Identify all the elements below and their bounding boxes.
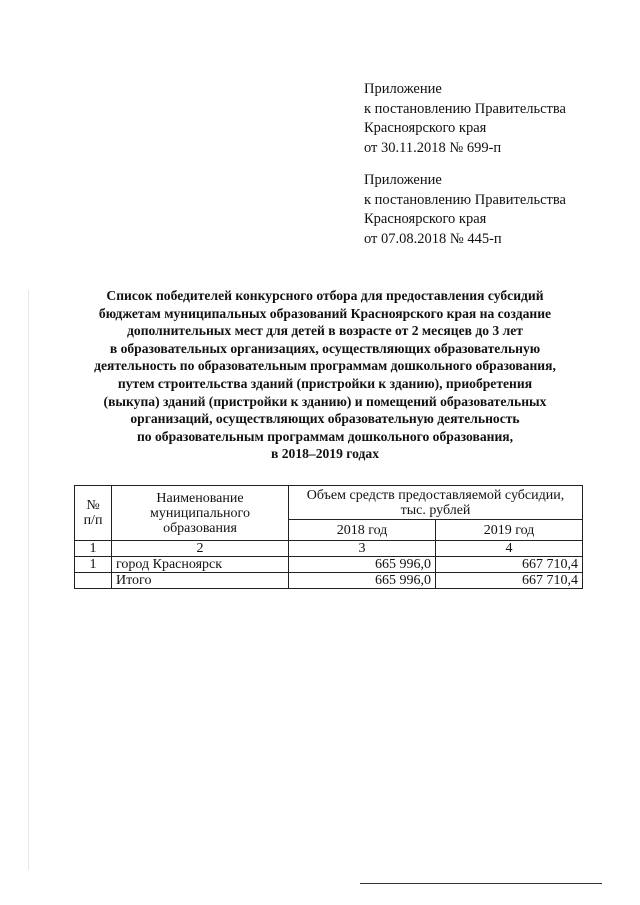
table-header-row xyxy=(75,486,583,520)
appendix-2-line-4: от 07.08.2018 № 445-п xyxy=(364,230,502,247)
row-number: 1 xyxy=(75,557,112,573)
header-name-line-2: муниципального xyxy=(150,505,250,521)
header-volume-line-2: тыс. рублей xyxy=(400,502,471,518)
subsidy-table xyxy=(74,485,583,589)
header-number xyxy=(75,486,112,541)
row-value-2019: 667 710,4 xyxy=(436,573,583,589)
column-index: 3 xyxy=(289,541,436,557)
row-number xyxy=(75,573,112,589)
title-line: по образовательным программам дошкольного образования, xyxy=(136,428,514,444)
title-line: Список победителей конкурсного отбора для предоставления субсидий xyxy=(106,288,544,303)
row-municipality: город Красноярск xyxy=(112,557,289,573)
appendix-1-line-4: от 30.11.2018 № 699-п xyxy=(364,139,502,156)
table-total-row xyxy=(75,573,583,589)
header-name-line-1: Наименование xyxy=(156,490,244,506)
row-value-2018: 665 996,0 xyxy=(289,573,436,589)
appendix-1-line-2: к постановлению Правительства xyxy=(364,100,566,117)
appendix-stamp-1 xyxy=(364,80,566,158)
page-edge-line xyxy=(28,290,29,870)
header-subsidy-volume xyxy=(289,486,583,520)
row-municipality: Итого xyxy=(112,573,289,589)
table-row xyxy=(75,557,583,573)
column-index: 2 xyxy=(112,541,289,557)
appendix-2-line-2: к постановлению Правительства xyxy=(364,191,566,208)
row-value-2018: 665 996,0 xyxy=(289,557,436,573)
bottom-divider xyxy=(360,883,602,884)
title-line: организаций, осуществляющих образовательную деятельность xyxy=(130,411,520,427)
title-line: деятельность по образовательным программам дошкольного образования, xyxy=(94,358,556,374)
title-line: путем строительства зданий (пристройки к зданию), приобретения xyxy=(117,375,533,391)
appendix-1-line-1: Приложение xyxy=(364,81,442,97)
appendix-2-line-3: Красноярского края xyxy=(364,211,487,227)
appendix-2-line-1: Приложение xyxy=(364,172,442,188)
header-number-line-2: п/п xyxy=(83,513,103,528)
table-column-index-row xyxy=(75,541,583,557)
column-index: 1 xyxy=(75,541,112,557)
document-title xyxy=(60,287,590,463)
title-line: бюджетам муниципальных образований Красноярского края на создание xyxy=(98,305,552,321)
appendix-1-line-3: Красноярского края xyxy=(364,120,487,136)
column-index: 4 xyxy=(436,541,583,557)
header-year-2018: 2018 год xyxy=(289,520,436,541)
title-line: (выкупа) зданий (пристройки к зданию) и помещений образовательных xyxy=(103,393,547,409)
header-year-2019: 2019 год xyxy=(436,520,583,541)
row-value-2019: 667 710,4 xyxy=(436,557,583,573)
appendix-stamp-2 xyxy=(364,171,566,249)
header-volume-line-1: Объем средств предоставляемой субсидии, xyxy=(306,487,565,503)
title-line: дополнительных мест для детей в возрасте от 2 месяцев до 3 лет xyxy=(127,323,523,339)
header-number-line-1: № xyxy=(86,498,100,513)
title-line: в 2018–2019 годах xyxy=(270,446,380,462)
title-line: в образовательных организациях, осуществляющих образовательную xyxy=(109,340,541,356)
header-name-line-3: образования xyxy=(163,520,237,536)
header-municipality xyxy=(112,486,289,541)
